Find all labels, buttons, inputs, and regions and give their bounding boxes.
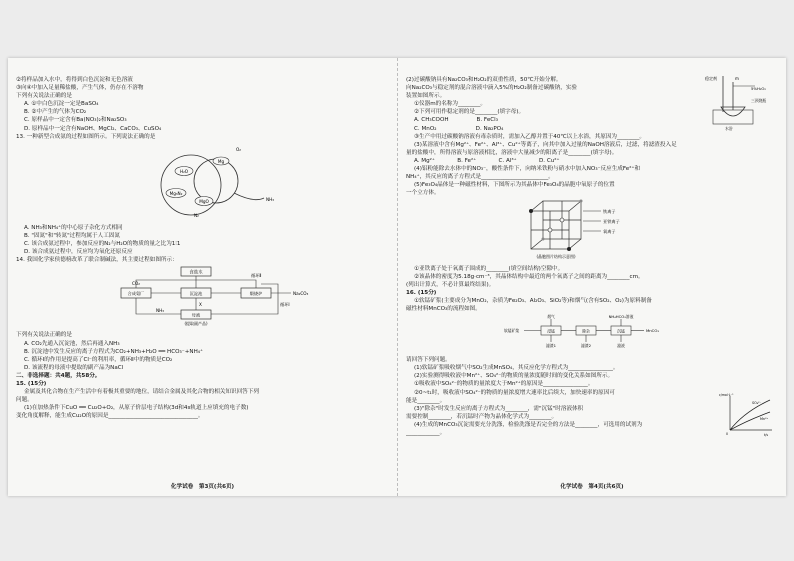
cell-legend-label: 氧离子	[603, 229, 616, 235]
fig16-label: 滤渣2	[580, 343, 592, 349]
option-line: C. 该合成氨过程中，参加反应的N₂与H₂O的物质的量之比为1∶1	[24, 241, 181, 248]
text-line: ①仪器m的名称为________。	[414, 101, 486, 108]
text-line: 问题。	[16, 397, 33, 404]
fig14-label: Na₂CO₃	[293, 291, 309, 297]
fig16-label: 沉锰	[617, 328, 625, 334]
text-line: ____________。	[406, 430, 446, 436]
option-line: C. 原样品中一定含有Ba(NO₃)₂和Na₂SO₃	[24, 117, 127, 124]
mn-process-figure	[406, 313, 779, 353]
text-line: ②该晶体的密度为5.18g·cm⁻³，其晶体结构中最近的两个氧离子之间的距离为________cm。	[414, 273, 644, 280]
fig16-label: 软锰矿浆	[504, 328, 520, 334]
text-line: 磁性材料MnCO₃的流程如图。	[406, 305, 481, 312]
option-line: D. 该合成氨过程中，反应均为氧化还原反应	[24, 249, 133, 256]
text-line: (5)Fe₃O₄晶体是一种磁性材料，下图所示为其晶体中Fe₃O₄的晶胞中氧原子的位置	[414, 182, 615, 189]
text-line: 下列有关说法正确的是	[16, 332, 72, 339]
fig14-label: 食盐水	[189, 270, 203, 276]
text-line: ②下列可用作稳定剂的是________(填字母)。	[414, 109, 525, 116]
text-line: 变化角度解释，能生成Cu₂O的原因是________________________________。	[16, 413, 204, 420]
text-line: (列出计算式，不必计算最终结果)。	[406, 281, 495, 288]
text-line: 下列有关说法正确的是	[16, 93, 72, 100]
fig14-label: 循环Ⅰ	[280, 302, 290, 308]
page-4	[397, 58, 786, 496]
fig13-label: O₂	[236, 146, 241, 152]
fig13-label: Mg₃N₂	[169, 190, 183, 196]
fig14-label: (提取副产品)	[184, 321, 208, 327]
question-14: 14. 我国化学家侯德榜改革了联合制碱法，其主要过程如图所示：	[16, 257, 178, 264]
text-line: 金属及其化合物在生产生活中有着极其重要的地位，请结合金属及其化合物的相关知识回答下列	[24, 389, 259, 396]
fig14-label: 沉淀池	[189, 291, 203, 297]
ammonia-cycle-figure	[16, 141, 389, 221]
text-line: (4)生成的MnCO₃沉淀需要充分洗涤，检验洗涤是否完全的方法是________，可选用的试剂为	[414, 421, 643, 428]
option-line: B. "固氮"和"转氮"过程均属于人工固氮	[24, 232, 120, 239]
apparatus-label: 三颈烧瓶	[751, 98, 767, 103]
text-line: 向Na₂CO₃与稳定剂的混合溶液中滴入5%的H₂O₂制备过碳酸钠，实验	[406, 85, 578, 92]
text-line: (3)某溶液中含有Mg²⁺、Fe²⁺、Al³⁺、Cu²⁺等离子，向其中加入过量的NaOH溶液后，过滤，将滤渣投入足	[414, 141, 677, 148]
exam-sheet	[8, 58, 786, 496]
option-line: D. 该流程的母液中提取的副产品为NaCl	[24, 364, 124, 371]
cell-legend-label: 铁离子	[603, 209, 616, 215]
apparatus-label: m	[735, 76, 739, 81]
fig14-label: NH₃	[156, 308, 164, 314]
fig16-label: 滤渣1	[545, 343, 557, 349]
text-line: ②0~t₁时，吸收液中SO₄²⁻的物质的量浓度增大速率比后续大，加快速率的原因可	[414, 389, 615, 396]
text-line: 一个立方体。	[406, 190, 440, 197]
text-line: 能是________。	[406, 397, 446, 404]
text-line: 请回答下列问题。	[406, 357, 451, 364]
graph-series-label: Mn²⁺	[760, 417, 769, 421]
question-13: 13. 一种新型合成氨的过程如图所示。下列说法正确的是	[16, 133, 156, 140]
text-line: (4)铝粉能除去水体中的NO₃⁻，酸性条件下，向纳米铁粉与硝水中加入NO₃⁻反应生成Fe²⁺和	[414, 166, 641, 173]
page-footer: 化学试卷 第3页(共6页)	[170, 483, 235, 490]
option-line: A. CO₂先通入沉淀池，然后再通入NH₃	[24, 340, 120, 347]
fig16-label: 除杂	[582, 328, 590, 334]
option-line: A. CH₃COOH B. FeCl₃	[414, 117, 498, 124]
fig16-label: 滤液	[617, 343, 625, 349]
option-line: B. 沉淀池中发生反应的离子方程式为CO₂+NH₃+H₂O ══ HCO₃⁻+NH₄⁺	[24, 348, 203, 355]
text-line: 需要控制________，若沉锰时产物为晶体化学式为________。	[406, 413, 558, 420]
text-line: NH₄⁺，其反应的离子方程式是________________________。	[406, 174, 554, 181]
fig14-label: 煅烧炉	[249, 291, 263, 297]
fig13-label: N₂	[194, 212, 199, 218]
fig16-label: NH₄HCO₃溶液	[608, 314, 634, 320]
option-line: A. NH₃和NH₄⁺的中心原子杂化方式相同	[24, 224, 123, 231]
question-16: 16. (15分)	[406, 289, 437, 296]
text-line: (2)过碳酸钠具有Na₂CO₃和H₂O₂的双重性质，50℃开始分解。	[406, 77, 562, 83]
text-line: (2)实验测得吸收液中Mn²⁺、SO₄²⁻的物质的量浓度随时间的变化关系如图所示。	[414, 373, 614, 380]
fig13-label: H₂O	[179, 168, 189, 174]
soda-process-figure	[16, 264, 389, 328]
crystal-cell-figure	[406, 197, 779, 261]
fig13-label: MgO	[199, 198, 209, 204]
option-line: A. Mg²⁺ B. Fe²⁺ C. Al³⁺ D. Cu²⁺	[414, 157, 560, 164]
text-line: ①亚铁离子处于氧离子围成的________(填空间结构)空隙中。	[414, 265, 564, 272]
text-line: ③生产中用过碳酸钠溶液有毒杂质时，需加入乙醇并置于40℃以上水浴，其原因为________。	[414, 133, 645, 140]
text-line: 装置如图所示。	[406, 93, 446, 100]
option-line: C. 循环Ⅰ的作用是提高了Cl⁻的利用率，循环Ⅱ中的物质是CO₂	[24, 356, 173, 363]
fig13-label: Mg	[217, 158, 225, 164]
cell-caption: (晶胞图片结构示意图)	[536, 254, 576, 260]
graph-origin-label: 0	[726, 432, 729, 436]
section-heading: 二、非选择题：共4题，共58分。	[16, 372, 101, 379]
option-line: A. ①中白色沉淀一定是BaSO₄	[24, 101, 99, 108]
fig16-label: 烟气	[547, 314, 555, 320]
fig14-label: X	[199, 302, 202, 308]
option-line: B. ②中产生的气体为CO₂	[24, 109, 87, 116]
text-line: (3)"除杂"时发生反应的离子方程式为________，需"沉锰"时溶液体积	[414, 405, 584, 412]
option-line: D. 原样品中一定含有NaOH、MgCl₂、CaCO₃、CuSO₄	[24, 125, 162, 132]
fig16-label: 浸锰	[547, 328, 555, 334]
cell-legend-label: 亚铁离子	[603, 219, 620, 225]
text-line: (1)软锰矿浆吸收烟气中SO₂生成MnSO₄，其反应化学方程式为________________。	[414, 365, 619, 372]
question-15: 15. (15分)	[16, 380, 47, 387]
option-line: C. MnO₂ D. Na₂PO₄	[414, 125, 504, 132]
apparatus-label: 水浴	[725, 126, 733, 131]
apparatus-label: 稳定剂	[705, 76, 717, 81]
fig13-label: NH₃	[266, 196, 274, 202]
fig14-label: 合成氨厂	[127, 291, 145, 297]
text-line: ①吸收液中SO₄²⁻的物质的量浓度大于Mn²⁺的原因是________________。	[414, 381, 594, 388]
text-line: ②将样品加入水中，将得到白色沉淀和无色溶液	[16, 77, 133, 83]
text-line: ①软锰矿浆(主要成分为MnO₂，杂质为Fe₂O₃、Al₂O₃、SiO₂等)和烟气(含有SO₂、O₂)为原料制备	[414, 297, 652, 304]
graph-series-label: SO₄²⁻	[752, 401, 762, 405]
text-line: ③向④中加入足量稀盐酸，产生气体，仍存在不溶物	[16, 85, 144, 92]
fig16-label: MnCO₃	[646, 328, 659, 334]
graph-axis-label: c/mol·L⁻¹	[719, 393, 734, 397]
concentration-graph	[718, 392, 776, 438]
page-footer: 化学试卷 第4页(共6页)	[560, 483, 624, 490]
graph-axis-label: t/s	[764, 433, 768, 437]
fig14-label: 循环Ⅱ	[251, 273, 262, 279]
apparatus-figure	[703, 72, 778, 132]
text-line: (1)在加热条件下CuO ══ Cu₂O+O₂，从原子价层电子结构(3d和4s轨道上应填充的电子数)	[24, 405, 249, 412]
text-line: 量的盐酸中，所得溶液与原溶液相比，溶液中大量减少的阳离子是________(填字母)。	[406, 149, 618, 156]
page-3	[8, 58, 397, 496]
apparatus-label: 5%H₂O₂	[751, 86, 766, 91]
fig14-label: 母液	[191, 312, 201, 318]
fig14-label: CO₂	[132, 281, 140, 287]
